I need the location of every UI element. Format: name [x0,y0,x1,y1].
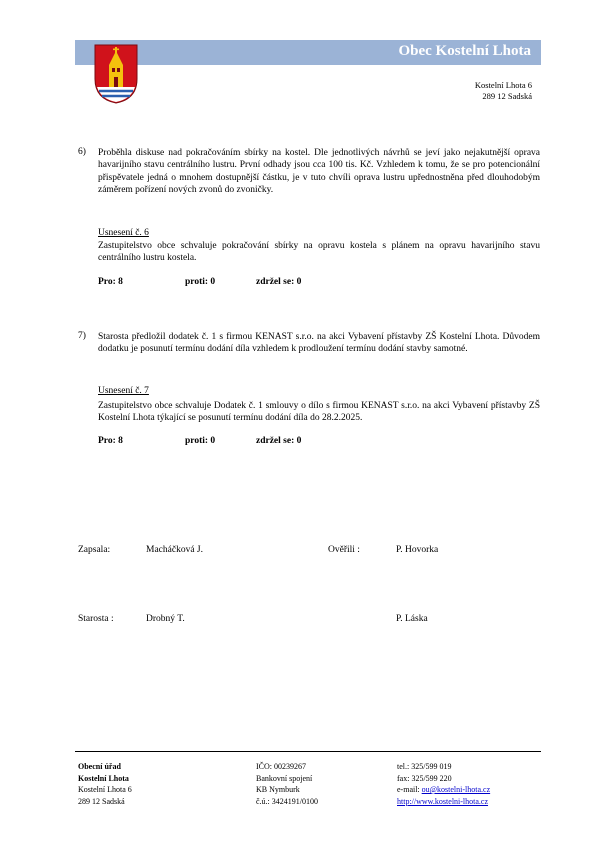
vote-against: proti: 0 [185,436,216,446]
footer-office-block [78,761,132,807]
mayor-label: Starosta : [78,614,114,624]
footer-divider [75,751,541,752]
vote-for: Pro: 8 [98,277,123,287]
address-line: 289 12 Sadská [482,91,532,101]
address-block [420,80,532,102]
header-bar [75,40,541,65]
footer-office-address: 289 12 Sadská [78,796,125,806]
footer-email-label: e-mail: [397,785,422,794]
verified-by-label: Ověřili : [328,545,360,555]
footer-ico: IČO: 00239267 [256,762,306,771]
resolution-text: Zastupitelstvo obce schvaluje pokračování sbírky na opravu kostela s plánem na opravu havarijního stavu centrálního lustru kostela. [98,241,540,264]
website-link[interactable]: http://www.kostelni-lhota.cz [397,796,489,806]
footer-office-name: Obecní úřad [78,762,121,771]
footer-bank-label: Bankovní spojení [256,773,313,783]
footer-office-name: Kostelní Lhota [78,773,129,783]
address-line: Kostelní Lhota 6 [474,80,532,90]
footer-office-address: Kostelní Lhota 6 [78,785,132,794]
resolution-heading: Usnesení č. 7 [98,386,149,396]
resolution-heading: Usnesení č. 6 [98,228,149,238]
verifier-name: P. Hovorka [396,545,439,555]
footer-email-row [397,784,490,796]
footer-fax: fax: 325/599 220 [397,773,452,783]
footer-bank-block [256,761,318,807]
vote-for: Pro: 8 [98,436,123,446]
footer-account: č.ú.: 3424191/0100 [256,796,318,806]
footer-phone: tel.: 325/599 019 [397,762,452,771]
recorded-by-name: Macháčková J. [146,545,203,555]
recorded-by-label: Zapsala: [78,545,111,555]
item-number: 7) [78,331,86,341]
coat-of-arms-icon [93,43,139,105]
item-number: 6) [78,147,86,157]
footer-contact-block [397,761,490,807]
resolution-text: Zastupitelstvo obce schvaluje Dodatek č. 1 smlouvy o dílo s firmou KENAST s.r.o. na akci Vybavení přístavby ZŠ Kostelní Lhota týkající se posunutí termínu dodání díla do 28.2.2025. [98,401,540,424]
vote-abstain: zdržel se: 0 [256,436,302,446]
vote-row [0,277,595,291]
vote-row [0,436,595,450]
item-text: Starosta předložil dodatek č. 1 s firmou KENAST s.r.o. na akci Vybavení přístavby ZŠ Kostelní Lhota. Důvodem dodatku je posunutí termínu dodání díla vzhledem k prodloužení termínu dodání stavby samotné. [98,332,540,355]
verifier-name: P. Láska [396,614,428,624]
email-link[interactable]: ou@kostelni-lhota.cz [421,785,491,794]
footer-bank-name: KB Nymburk [256,785,300,794]
vote-against: proti: 0 [185,277,216,287]
mayor-name: Drobný T. [146,614,185,624]
vote-abstain: zdržel se: 0 [256,277,302,287]
item-text: Proběhla diskuse nad pokračováním sbírky na kostel. Dle jednotlivých návrhů se jeví jako nejakutnější oprava havarijního stavu centrálního lustru. První odhady jsou cca 100 tis. Kč. Vzhledem k tomu, že se pro potencionální přispěvatele jedná o mnohem dostupnější částku, je v tuto chvíli oprava lustru upřednostněna před dlouhodobým záměrem pořízení nových zvonů do zvoničky. [98,148,540,196]
municipality-title: Obec Kostelní Lhota [398,43,531,59]
